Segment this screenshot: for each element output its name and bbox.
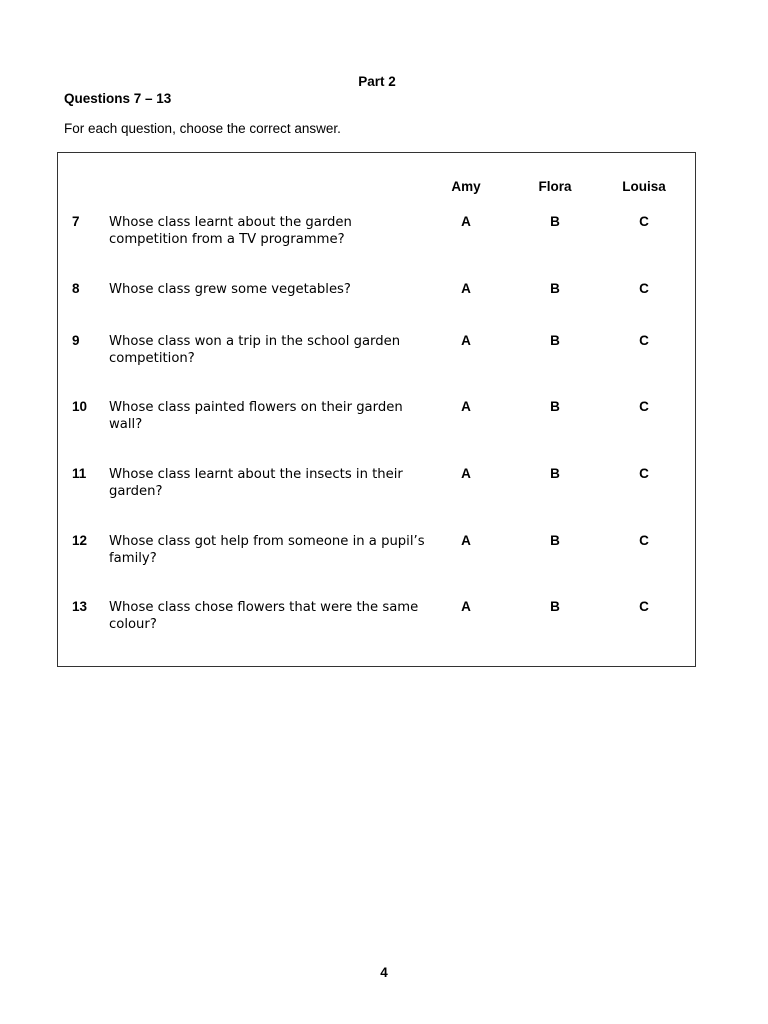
question-number: 11 (72, 466, 87, 481)
question-text: Whose class won a trip in the school garden competition? (109, 334, 401, 366)
question-number: 9 (72, 333, 80, 348)
question-text: Whose class learnt about the insects in their garden? (109, 467, 403, 499)
question-row-8 (0, 281, 768, 329)
instruction-text: For each question, choose the correct answer. (64, 121, 341, 136)
question-row-10 (0, 399, 768, 447)
option-a[interactable]: A (461, 399, 471, 414)
option-c[interactable]: C (639, 281, 649, 296)
question-number: 13 (72, 599, 88, 614)
column-header-amy: Amy (451, 179, 481, 194)
option-c[interactable]: C (639, 399, 649, 414)
option-b[interactable]: B (550, 533, 560, 548)
option-b[interactable]: B (550, 333, 560, 348)
question-row-13 (0, 599, 768, 647)
option-c[interactable]: C (639, 214, 649, 229)
option-b[interactable]: B (550, 466, 560, 481)
questions-range-heading: Questions 7 – 13 (64, 91, 172, 106)
question-text: Whose class chose flowers that were the same colour? (109, 600, 419, 632)
option-a[interactable]: A (461, 214, 471, 229)
question-row-12 (0, 533, 768, 581)
option-c[interactable]: C (639, 533, 649, 548)
option-b[interactable]: B (550, 281, 560, 296)
column-header-flora: Flora (538, 179, 572, 194)
question-row-11 (0, 466, 768, 514)
option-c[interactable]: C (639, 466, 649, 481)
question-row-9 (0, 333, 768, 381)
question-text: Whose class learnt about the garden competition from a TV programme? (109, 215, 352, 247)
option-c[interactable]: C (639, 599, 649, 614)
question-number: 8 (72, 281, 80, 296)
part-title: Part 2 (358, 74, 396, 89)
option-b[interactable]: B (550, 399, 560, 414)
column-header-louisa: Louisa (622, 179, 666, 194)
option-a[interactable]: A (461, 333, 471, 348)
question-text: Whose class painted flowers on their garden wall? (109, 400, 403, 432)
option-a[interactable]: A (461, 281, 471, 296)
page-number: 4 (380, 965, 388, 980)
option-a[interactable]: A (461, 599, 471, 614)
question-number: 10 (72, 399, 88, 414)
question-number: 12 (72, 533, 88, 548)
option-c[interactable]: C (639, 333, 649, 348)
question-text: Whose class grew some vegetables? (109, 282, 351, 297)
option-b[interactable]: B (550, 599, 560, 614)
option-a[interactable]: A (461, 533, 471, 548)
question-row-7 (0, 214, 768, 262)
option-b[interactable]: B (550, 214, 560, 229)
question-text: Whose class got help from someone in a pupil’s family? (109, 534, 425, 566)
option-a[interactable]: A (461, 466, 471, 481)
question-number: 7 (72, 214, 80, 229)
